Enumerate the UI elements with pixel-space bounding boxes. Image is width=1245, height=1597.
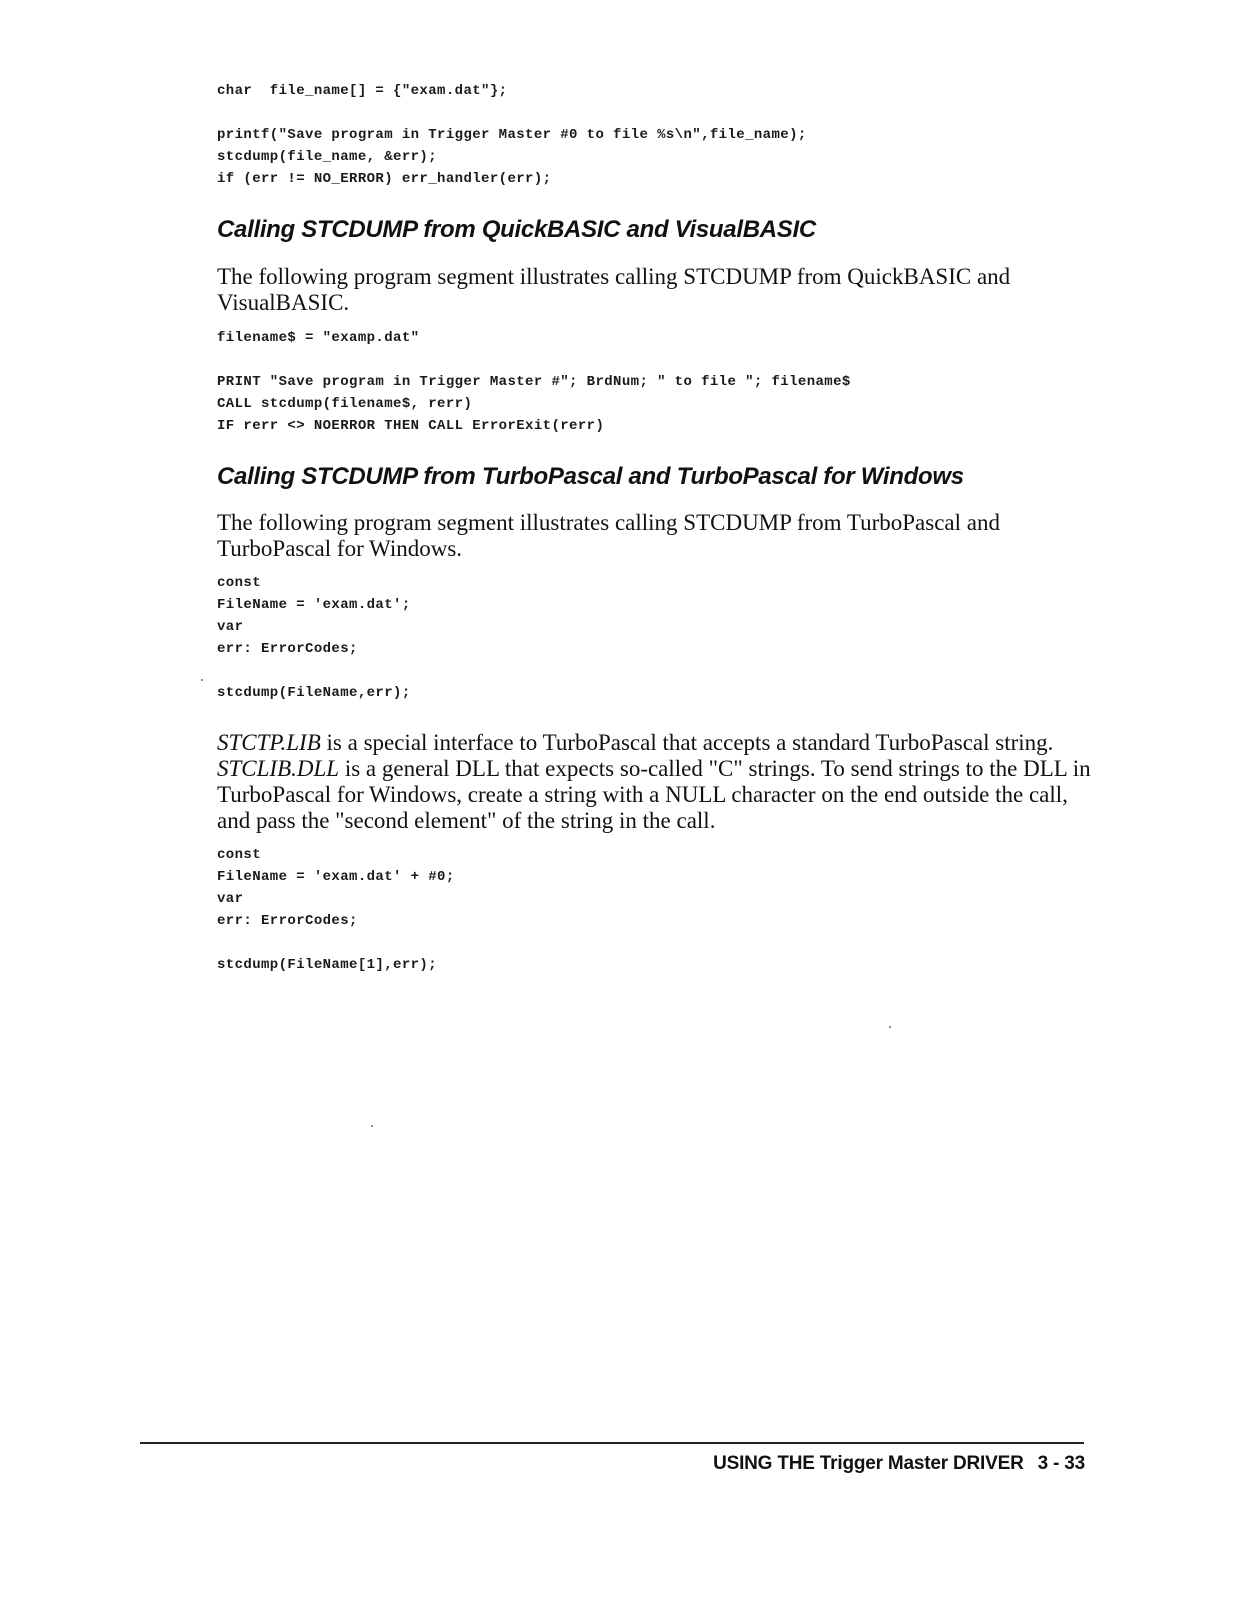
heading-quickbasic: Calling STCDUMP from QuickBASIC and VisualBASIC xyxy=(217,216,816,243)
paragraph-stctp-note xyxy=(217,730,1097,834)
note-text-1: is a special interface to TurboPascal that accepts a standard TurboPascal string. xyxy=(320,730,1054,755)
code-block-basic: filename$ = "examp.dat" PRINT "Save program in Trigger Master #"; BrdNum; " to file "; filename$ CALL stcdump(filename$, rerr) IF rerr <> NOERROR THEN CALL ErrorExit(rerr) xyxy=(217,330,851,434)
code-block-pascal-2: const FileName = 'exam.dat' + #0; var err: ErrorCodes; stcdump(FileName[1],err); xyxy=(217,847,455,973)
term-stctp-lib: STCTP.LIB xyxy=(217,730,321,755)
page-footer xyxy=(713,1453,1085,1475)
heading-turbopascal: Calling STCDUMP from TurboPascal and TurboPascal for Windows xyxy=(217,463,964,490)
scan-speck xyxy=(371,1125,373,1127)
paragraph-quickbasic-intro: The following program segment illustrates calling STCDUMP from QuickBASIC and VisualBASIC. xyxy=(217,264,1011,315)
code-block-pascal-1: const FileName = 'exam.dat'; var err: ErrorCodes; stcdump(FileName,err); xyxy=(217,575,411,701)
footer-title: USING THE Trigger Master DRIVER xyxy=(713,1453,1024,1474)
term-stclib-dll: STCLIB.DLL xyxy=(217,756,340,781)
scan-speck xyxy=(201,679,203,681)
footer-rule xyxy=(140,1442,1084,1444)
paragraph-turbopascal-intro: The following program segment illustrates calling STCDUMP from TurboPascal and TurboPascal for Windows. xyxy=(217,510,1000,561)
code-block-c: char file_name[] = {"exam.dat"}; printf("Save program in Trigger Master #0 to file %s\n",file_name); stcdump(file_name, &err); if (err != NO_ERROR) err_handler(err); xyxy=(217,83,807,187)
scan-speck xyxy=(889,1026,891,1028)
note-text-2: is a general DLL that expects so-called "C" strings. To send strings to the DLL in TurboPascal for Windows, create a string with a NULL character on the end outside the call, and pass the "second element" of the string in the call. xyxy=(217,756,1091,833)
page-number: 3 - 33 xyxy=(1037,1453,1085,1474)
